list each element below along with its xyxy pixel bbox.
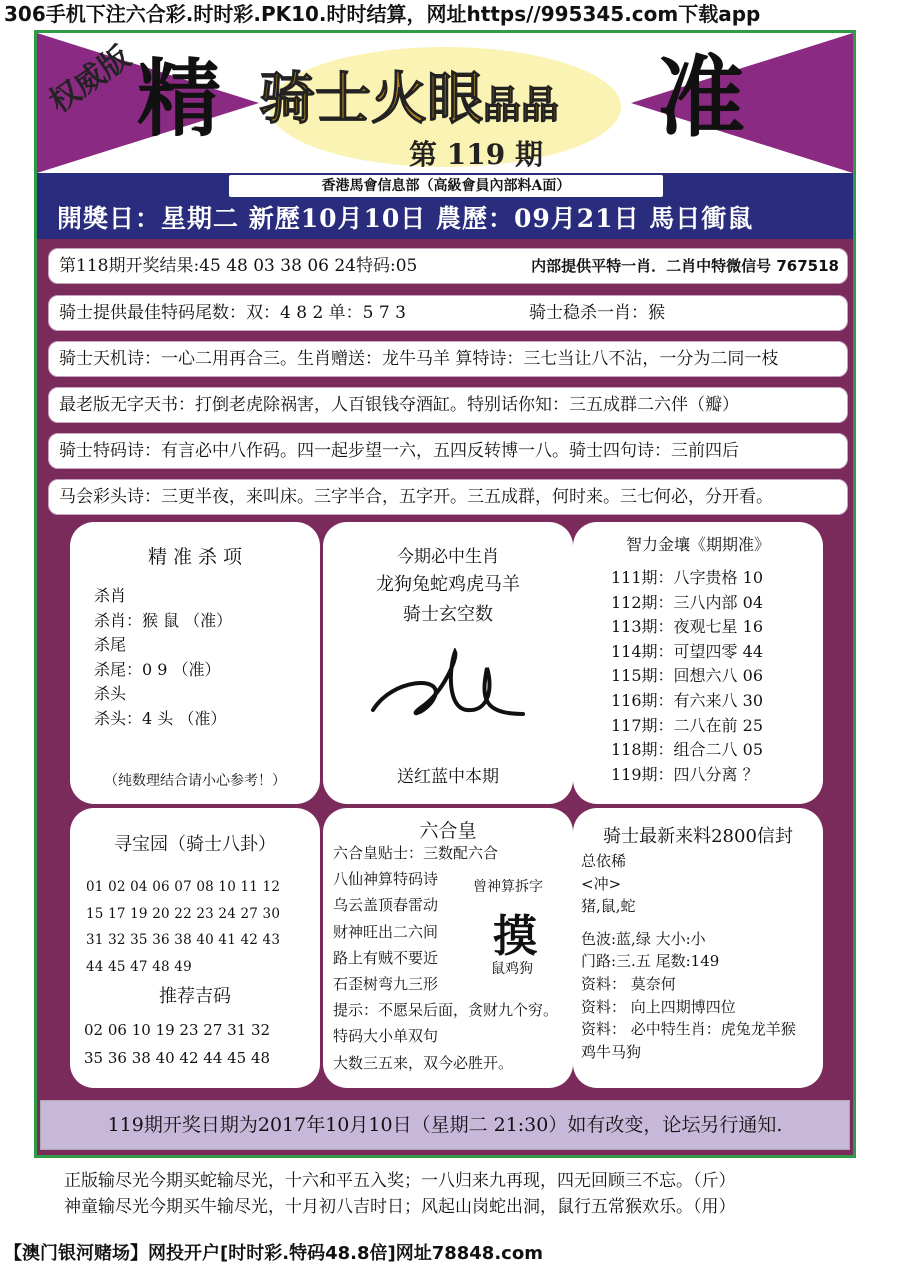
wisdom-issue: 112期： — [611, 592, 674, 612]
wisdom-issue: 113期： — [611, 617, 674, 637]
latest-line: 总依稀 — [581, 852, 627, 870]
wisdom-text: 四八分离 ？ — [673, 764, 759, 784]
wisdom-text: 可望四零 44 — [673, 641, 763, 661]
poem-line-2: 神童输尽光今期买牛输尽光，十月初八吉时日；风起山岗蛇出洞，鼠行五常猴欢乐。（用） — [64, 1197, 736, 1217]
top-ad-banner[interactable]: 306手机下注六合彩.时时彩.PK10.时时结算，网址https//995345.com下载app — [4, 2, 761, 26]
latest-box — [573, 808, 823, 1088]
recommend-row: 35 36 38 40 42 44 45 48 — [84, 1049, 271, 1067]
zodiac-line-3: 骑士玄空数 — [403, 604, 493, 625]
latest-line: <冲> — [581, 874, 622, 893]
kill-line: 杀头 — [94, 684, 127, 703]
issue-number: 第 119 期 — [409, 138, 543, 171]
kill-line: 杀头：4 头 （准） — [94, 708, 227, 728]
latest-line — [581, 918, 796, 928]
chaizi-title: 曾神算拆字 — [473, 879, 543, 895]
wisdom-text: 二八在前 25 — [673, 715, 763, 735]
poem-row-4: 马会彩头诗：三更半夜，来叫床。三字半合，五字开。三五成群，何时来。三七何必，分开看。 — [48, 479, 848, 515]
kill-line: 杀尾 — [94, 635, 127, 654]
kill-lines — [94, 584, 232, 731]
poem-row-1: 骑士天机诗：一心二用再合三。生肖赠送：龙牛马羊 算特诗：三七当让八不沾，一分为二同一枝 — [48, 341, 848, 377]
result-row — [48, 248, 848, 284]
liuhe-line: 大数三五来，双今必胜开。 — [333, 1053, 514, 1072]
wisdom-issue: 114期： — [611, 641, 674, 661]
kill-note: （纯数理结合请小心参考！） — [104, 773, 286, 789]
latest-line: 鸡牛马狗 — [581, 1042, 642, 1061]
header-right-char: 准 — [657, 45, 746, 149]
liuhe-line: 提示：不愿呆后面，贪财九个穷。 — [333, 1001, 559, 1020]
wisdom-item — [611, 714, 763, 739]
treasure-title: 寻宝园（骑士八卦） — [114, 834, 276, 855]
wisdom-item — [611, 738, 763, 763]
wisdom-issue: 117期： — [611, 715, 674, 735]
header-left-char: 精 — [137, 49, 222, 148]
draw-info-bar — [37, 173, 853, 239]
wisdom-issue: 118期： — [611, 740, 674, 760]
zodiac-line-1: 今期必中生肖 — [397, 547, 499, 567]
treasure-row: 31 32 35 36 38 40 41 42 43 — [86, 932, 281, 949]
wisdom-text: 三八内部 04 — [673, 592, 763, 612]
kill-one-zodiac: 骑士稳杀一肖：猴 — [529, 303, 665, 323]
wisdom-text: 有六来八 30 — [673, 690, 763, 710]
liuhe-line: 八仙神算特码诗 — [333, 870, 439, 889]
liuhe-box — [323, 808, 573, 1088]
wisdom-item — [611, 640, 763, 665]
wisdom-text: 组合二八 05 — [673, 740, 763, 760]
wisdom-issue: 115期： — [611, 666, 674, 686]
wisdom-issue: 111期： — [611, 568, 674, 587]
treasure-numbers — [86, 874, 280, 980]
draw-date-notice: 119期开奖日期为2017年10月10日（星期二 21:30）如有改变，论坛另行通知. — [40, 1100, 850, 1150]
treasure-row: 15 17 19 20 22 23 24 27 30 — [86, 905, 281, 922]
header-title-small: 晶晶 — [483, 82, 560, 127]
liuhe-line: 乌云盖顶春雷动 — [333, 896, 439, 915]
wisdom-text: 回想六八 06 — [673, 666, 763, 686]
recommend-row: 02 06 10 19 23 27 31 32 — [84, 1021, 271, 1039]
liuhe-line: 财神旺出二六间 — [333, 922, 439, 941]
wisdom-box — [573, 522, 823, 804]
wisdom-list — [611, 566, 763, 787]
latest-title: 骑士最新来料2800信封 — [603, 826, 793, 847]
wisdom-item — [611, 763, 763, 788]
recommend-numbers — [84, 1016, 270, 1072]
liuhe-line: 石歪树弯九三形 — [333, 975, 439, 994]
wisdom-text: 八字贵格 10 — [673, 568, 763, 587]
wisdom-title: 智力金壤《期期准》 — [625, 535, 770, 554]
latest-line: 资料： 必中特生肖：虎兔龙羊猴 — [581, 1020, 796, 1039]
liuhe-title: 六合皇 — [419, 820, 477, 842]
wisdom-item — [611, 664, 763, 689]
kill-line: 杀尾：0 9 （准） — [94, 659, 221, 679]
recommend-title: 推荐吉码 — [159, 986, 231, 1007]
latest-line: 资料： 莫奈何 — [581, 974, 676, 993]
kill-box — [70, 522, 320, 804]
previous-result: 第118期开奖结果:45 48 03 38 06 24特码:05 — [59, 256, 418, 276]
latest-line: 色波:蓝,绿 大小:小 — [581, 929, 706, 948]
zodiac-bottom: 送红蓝中本期 — [397, 767, 499, 787]
info-subtitle: 香港馬會信息部（高級會員內部料A面） — [229, 175, 663, 197]
bottom-ad-banner[interactable]: 【澳门银河赌场】网投开户[时时彩.特码48.8倍]网址78848.com — [4, 1243, 543, 1264]
chaizi-char: 摸 — [493, 911, 537, 962]
latest-line: 猪,鼠,蛇 — [581, 897, 636, 916]
kill-title: 精 准 杀 项 — [147, 546, 243, 568]
result-note: 内部提供平特一肖．二肖中特微信号 767518 — [531, 257, 839, 275]
poem-line-1: 正版输尽光今期买蛇输尽光，十六和平五入奖；一八归来九再现，四无回顾三不忘。（斤） — [64, 1171, 736, 1191]
header-title — [259, 66, 560, 132]
zodiac-box — [323, 522, 573, 804]
kill-line: 杀肖 — [94, 586, 127, 605]
authority-label: 权威版 — [43, 39, 137, 121]
tail-row — [48, 295, 848, 331]
liuhe-line: 六合皇贴士：三数配六合 — [333, 844, 499, 862]
treasure-row: 01 02 04 06 07 08 10 11 12 — [86, 879, 281, 895]
draw-date-line: 開獎日：星期二 新歷10月10日 農歷：09月21日 馬日衝鼠 — [57, 204, 754, 233]
liuhe-line: 路上有贼不要近 — [333, 948, 439, 967]
chaizi-answer: 鼠鸡狗 — [491, 961, 533, 977]
kill-line: 杀肖：猴 鼠 （准） — [94, 610, 233, 630]
wisdom-text: 夜观七星 16 — [673, 617, 763, 637]
poem-row-2: 最老版无字天书：打倒老虎除祸害，人百银钱夺酒缸。特别话你知：三五成群二六伴（瓣） — [48, 387, 848, 423]
zodiac-line-2: 龙狗兔蛇鸡虎马羊 — [376, 574, 520, 595]
wisdom-issue: 116期： — [611, 690, 674, 710]
latest-line: 资料： 向上四期博四位 — [581, 997, 736, 1016]
latest-lines — [581, 850, 796, 1063]
header-title-main: 骑士火眼 — [259, 66, 483, 132]
treasure-box — [70, 808, 320, 1088]
wisdom-item — [611, 689, 763, 714]
wisdom-issue: 119期： — [611, 764, 674, 784]
treasure-row: 44 45 47 48 49 — [86, 958, 192, 975]
latest-line: 门路:三.五 尾数:149 — [581, 952, 720, 971]
liuhe-line: 特码大小单双句 — [333, 1027, 439, 1046]
wisdom-item — [611, 566, 763, 591]
tail-numbers: 骑士提供最佳特码尾数：双：4 8 2 单：5 7 3 — [59, 303, 406, 323]
header — [37, 33, 853, 173]
wisdom-item — [611, 591, 763, 616]
signature-image — [363, 648, 533, 732]
wisdom-item — [611, 615, 763, 640]
poem-row-3: 骑士特码诗：有言必中八作码。四一起步望一六，五四反转博一八。骑士四句诗：三前四后 — [48, 433, 848, 469]
